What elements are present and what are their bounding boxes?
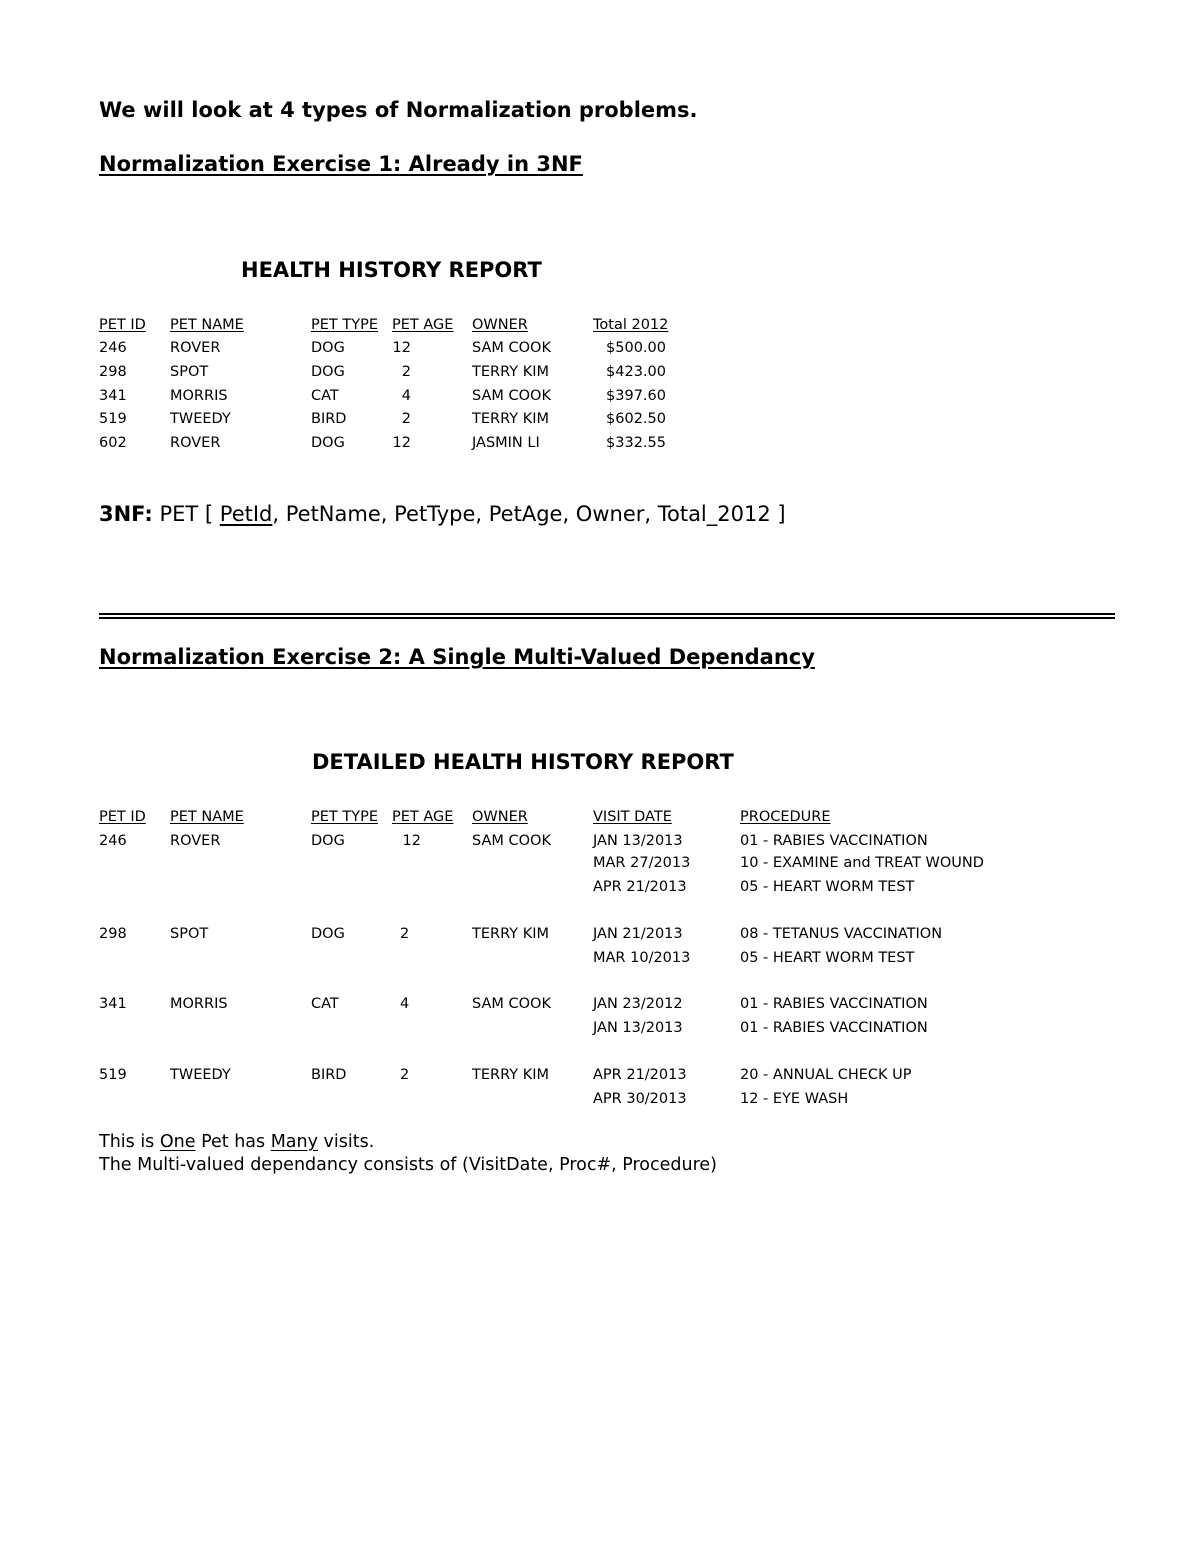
health-history-report-title: HEALTH HISTORY REPORT <box>241 258 542 282</box>
cell-visit-date: JAN 13/2013 <box>593 833 683 849</box>
detailed-health-history-report-title: DETAILED HEALTH HISTORY REPORT <box>312 750 734 774</box>
cell-owner: JASMIN LI <box>472 435 540 451</box>
cell-pet-id: 602 <box>99 435 127 451</box>
cell-procedure: 08 - TETANUS VACCINATION <box>740 926 943 942</box>
cell-procedure: 01 - RABIES VACCINATION <box>740 996 928 1012</box>
cell-visit-date: MAR 27/2013 <box>593 855 691 871</box>
column-header-pet-name: PET NAME <box>170 809 244 825</box>
cell-pet-age: 2 <box>401 411 411 427</box>
cell-pet-id: 298 <box>99 926 127 942</box>
cell-pet-name: ROVER <box>170 340 221 356</box>
cell-pet-id: 341 <box>99 996 127 1012</box>
column-header-owner: OWNER <box>472 809 528 825</box>
column-header-pet-type: PET TYPE <box>311 317 378 333</box>
cell-pet-type: DOG <box>311 364 345 380</box>
column-header-pet-type: PET TYPE <box>311 809 378 825</box>
schema-prefix: PET [ <box>159 502 220 526</box>
cell-pet-name: TWEEDY <box>170 411 231 427</box>
cell-pet-age: 12 <box>392 340 411 356</box>
cell-total: $332.55 <box>606 435 666 451</box>
column-header-total-2012: Total 2012 <box>593 317 669 333</box>
column-header-owner: OWNER <box>472 317 528 333</box>
cell-pet-id: 298 <box>99 364 127 380</box>
note-emphasis-one: One <box>159 1132 196 1152</box>
cell-procedure: 01 - RABIES VACCINATION <box>740 1020 928 1036</box>
cell-pet-type: DOG <box>311 435 345 451</box>
intro-text: We will look at 4 types of Normalization problems. <box>99 98 698 122</box>
cell-procedure: 12 - EYE WASH <box>740 1091 849 1107</box>
cell-owner: SAM COOK <box>472 833 551 849</box>
cell-pet-name: MORRIS <box>170 388 228 404</box>
cell-visit-date: JAN 21/2013 <box>593 926 683 942</box>
column-header-pet-age: PET AGE <box>392 317 454 333</box>
cell-owner: SAM COOK <box>472 996 551 1012</box>
cell-pet-type: CAT <box>311 996 339 1012</box>
cell-pet-age: 4 <box>400 996 410 1012</box>
exercise-2-heading: Normalization Exercise 2: A Single Multi-Valued Dependancy <box>99 645 815 669</box>
cell-owner: TERRY KIM <box>472 364 550 380</box>
cell-visit-date: APR 21/2013 <box>593 879 687 895</box>
cell-owner: TERRY KIM <box>472 926 550 942</box>
cell-pet-type: CAT <box>311 388 339 404</box>
schema-attributes: , PetName, PetType, PetAge, Owner, Total_2012 ] <box>272 502 786 526</box>
multi-valued-dependancy-note: The Multi-valued dependancy consists of (VisitDate, Proc#, Procedure) <box>99 1155 717 1175</box>
cell-pet-name: SPOT <box>170 926 209 942</box>
cell-pet-id: 246 <box>99 833 127 849</box>
cell-pet-type: BIRD <box>311 411 347 427</box>
cell-pet-name: ROVER <box>170 435 221 451</box>
cell-total: $423.00 <box>606 364 666 380</box>
cell-total: $397.60 <box>606 388 666 404</box>
cell-pet-type: DOG <box>311 833 345 849</box>
cell-pet-age: 12 <box>392 435 411 451</box>
cell-pet-age: 12 <box>402 833 421 849</box>
note-text: visits. <box>317 1132 375 1152</box>
cell-owner: TERRY KIM <box>472 1067 550 1083</box>
cell-total: $500.00 <box>606 340 666 356</box>
separator-rule-top <box>99 613 1115 615</box>
column-header-pet-id: PET ID <box>99 809 146 825</box>
note-text: Pet has <box>195 1132 271 1152</box>
cell-pet-id: 519 <box>99 411 127 427</box>
cell-visit-date: APR 30/2013 <box>593 1091 687 1107</box>
one-to-many-note <box>99 1132 374 1152</box>
column-header-pet-age: PET AGE <box>392 809 454 825</box>
cell-pet-age: 4 <box>401 388 411 404</box>
cell-owner: TERRY KIM <box>472 411 550 427</box>
schema-label: 3NF: <box>99 502 153 526</box>
cell-pet-age: 2 <box>401 364 411 380</box>
cell-visit-date: JAN 23/2012 <box>593 996 683 1012</box>
cell-pet-type: DOG <box>311 926 345 942</box>
cell-total: $602.50 <box>606 411 666 427</box>
cell-procedure: 20 - ANNUAL CHECK UP <box>740 1067 912 1083</box>
cell-procedure: 05 - HEART WORM TEST <box>740 950 915 966</box>
cell-pet-type: BIRD <box>311 1067 347 1083</box>
cell-pet-age: 2 <box>400 926 410 942</box>
cell-pet-name: MORRIS <box>170 996 228 1012</box>
column-header-visit-date: VISIT DATE <box>593 809 672 825</box>
cell-pet-age: 2 <box>400 1067 410 1083</box>
column-header-pet-id: PET ID <box>99 317 146 333</box>
column-header-pet-name: PET NAME <box>170 317 244 333</box>
cell-visit-date: JAN 13/2013 <box>593 1020 683 1036</box>
cell-owner: SAM COOK <box>472 340 551 356</box>
exercise-1-heading: Normalization Exercise 1: Already in 3NF <box>99 152 583 176</box>
cell-procedure: 01 - RABIES VACCINATION <box>740 833 928 849</box>
note-emphasis-many: Many <box>270 1132 318 1152</box>
3nf-schema <box>99 502 786 526</box>
separator-rule-bottom <box>99 617 1115 619</box>
cell-visit-date: MAR 10/2013 <box>593 950 691 966</box>
cell-pet-name: SPOT <box>170 364 209 380</box>
cell-procedure: 05 - HEART WORM TEST <box>740 879 915 895</box>
cell-pet-name: TWEEDY <box>170 1067 231 1083</box>
cell-owner: SAM COOK <box>472 388 551 404</box>
cell-procedure: 10 - EXAMINE and TREAT WOUND <box>740 855 984 871</box>
cell-pet-id: 246 <box>99 340 127 356</box>
cell-pet-type: DOG <box>311 340 345 356</box>
column-header-procedure: PROCEDURE <box>740 809 831 825</box>
schema-primary-key: PetId <box>219 502 273 526</box>
cell-pet-id: 341 <box>99 388 127 404</box>
cell-pet-name: ROVER <box>170 833 221 849</box>
cell-pet-id: 519 <box>99 1067 127 1083</box>
cell-visit-date: APR 21/2013 <box>593 1067 687 1083</box>
note-text: This is <box>99 1132 160 1152</box>
